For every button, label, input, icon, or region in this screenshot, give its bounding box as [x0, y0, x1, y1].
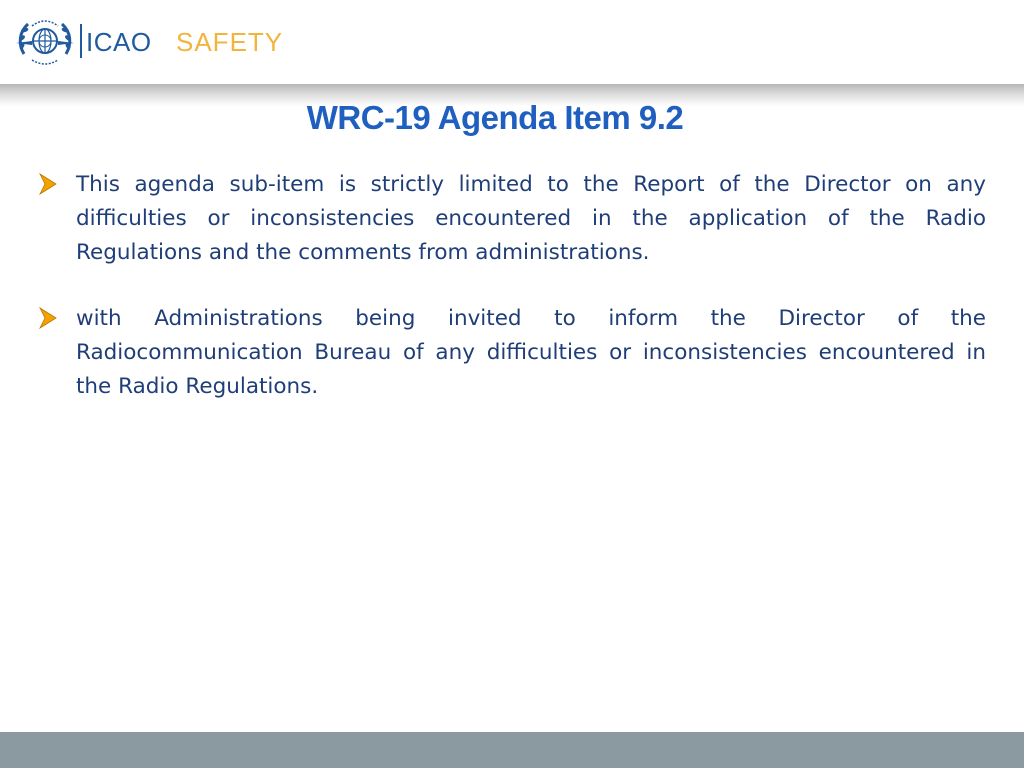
logo-safety-text: SAFETY [176, 27, 284, 57]
icao-emblem-icon [14, 14, 76, 70]
logo-divider [80, 24, 82, 58]
bullet-item [38, 168, 986, 270]
bullet-list [38, 168, 986, 436]
bullet-text: This agenda sub-item is strictly limited to the Report of the Director on any difficulties or inconsistencies encountered in the application of the Radio Regulations and the comments from administrations. [76, 172, 986, 265]
slide-title: WRC-19 Agenda Item 9.2 [306, 99, 684, 136]
footer-bar [0, 732, 1024, 768]
bullet-text: with Administrations being invited to inform the Director of the Radiocommunication Bureau of any difficulties or inconsistencies encountered in the Radio Regulations. [76, 306, 986, 399]
bullet-item [38, 302, 986, 404]
arrowhead-bullet-icon [38, 306, 58, 330]
logo-icao-text: ICAO [86, 27, 152, 57]
header [0, 0, 1024, 84]
arrowhead-bullet-icon [38, 172, 58, 196]
